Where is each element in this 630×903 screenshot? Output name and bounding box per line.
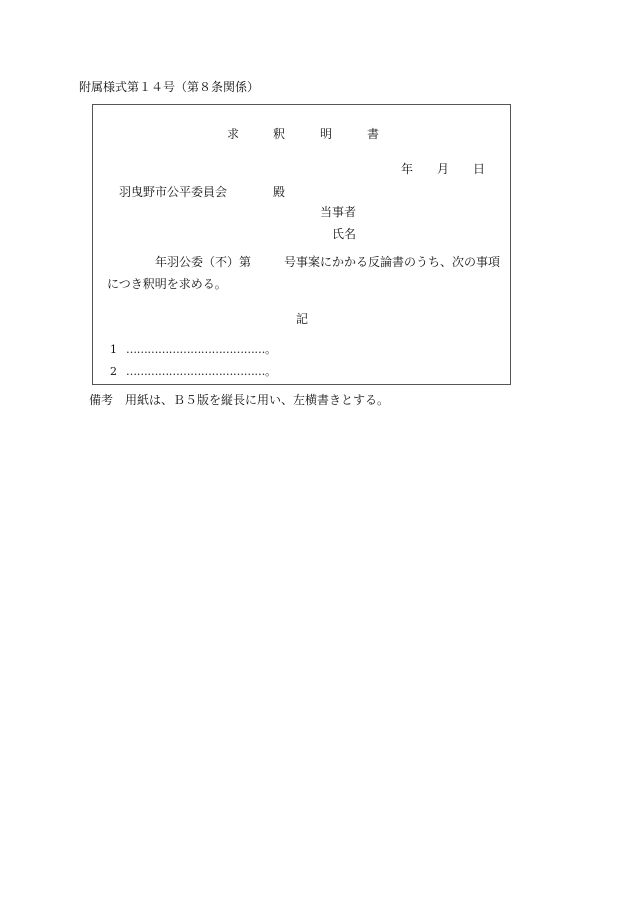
title-char-1: 求: [227, 127, 240, 141]
date-day: 日: [473, 162, 486, 176]
remarks: 備考 用紙は、Ｂ５版を縦長に用い、左横書きとする。: [89, 393, 390, 407]
ki-label: 記: [296, 312, 309, 326]
addressee: 羽曳野市公平委員会: [119, 185, 228, 199]
date-month: 月: [437, 162, 450, 176]
title-char-3: 明: [320, 127, 333, 141]
party-label: 当事者: [320, 205, 357, 219]
body-line-2: につき釈明を求める。: [107, 277, 227, 291]
body-year-text: 年羽公委（不）第: [155, 255, 252, 269]
body-number-text: 号事案にかかる反論書のうち、次の事項: [284, 255, 501, 269]
date-year: 年: [401, 162, 414, 176]
name-label: 氏名: [332, 227, 357, 241]
honorific: 殿: [273, 185, 286, 199]
item-placeholder-1: …………………………………。: [126, 343, 276, 356]
title-char-4: 書: [367, 127, 380, 141]
item-number-1: 1: [110, 343, 117, 356]
form-label: 附属様式第１４号（第８条関係）: [79, 80, 260, 94]
item-placeholder-2: …………………………………。: [126, 365, 276, 378]
item-number-2: 2: [110, 365, 117, 378]
title-char-2: 釈: [273, 127, 286, 141]
